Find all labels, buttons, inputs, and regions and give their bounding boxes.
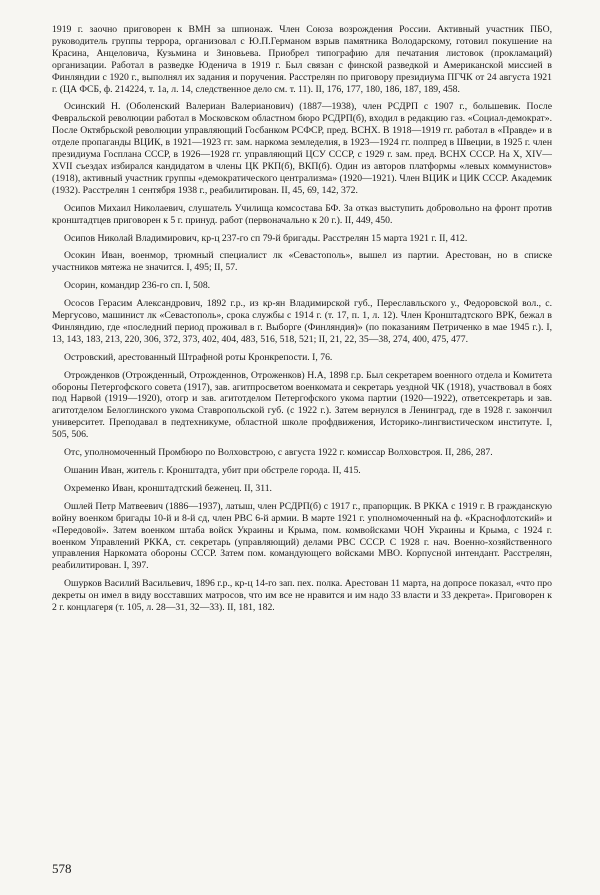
index-entry-osinsky: Осинский Н. (Оболенский Валериан Валерианович) (1887—1938), член РСДРП с 1907 г., большевик. После Февральской революции работал в Московском областном бюро РСДРП(б), входил в редакцию газ. «Социал-демократ». После Октябрьской революции управляющий Госбанком РСФСР, пред. ВСНХ. В 1918—1919 гг. работал в «Правде» и в отделе пропаганды ВЦИК, в 1921—1923 гг. зам. наркома земледелия, в 1923—1924 гг. полпред в Швеции, в 1925 г. член президиума Госплана СССР, в 1926—1928 гг. управляющий ЦСУ СССР, с 1929 г. зам. пред. ВСНХ СССР. На X, XIV—XVII съездах избирался кандидатом в члены ЦК РКП(б), ВКП(б). Один из авторов платформы «левых коммунистов» (1918), активный участник группы «демократического централизма» (1920—1921). Член ВЦИК и ЦИК СССР. Академик (1932). Расстрелян 1 сентября 1938 г., реабилитирован. II, 45, 69, 142, 372. [52, 101, 552, 196]
index-entry-continued: 1919 г. заочно приговорен к ВМН за шпионаж. Член Союза возрождения России. Активный участник ПБО, руководитель группы террора, организовал с Ю.П.Германом взрыв памятника Володарскому, готовил покушение на Красина, Анцеловича, Кузьмина и Зиновьева. Приобрел типографию для печатания листовок (прокламаций) организации. Работал в разведке Юденича в 1919 г. Был связан с финской разведкой и Американской миссией в Финляндии с 1920 г., выполнял их задания и поручения. Расстрелян по приговору президиума ПГЧК от 24 августа 1921 г. (ЦА ФСБ, ф. 214224, т. 1а, л. 14, следственное дело см. т. 11). II, 176, 177, 180, 186, 187, 189, 458. [52, 24, 552, 95]
index-entry-osipov-nikolai: Осипов Николай Владимирович, кр-ц 237-го сп 79-й бригады. Расстрелян 15 марта 1921 г. II, 412. [64, 232, 468, 244]
index-entry-osokin: Осокин Иван, военмор, трюмный специалист лк «Севастополь», вышел из партии. Арестован, но в списке участников мятежа не значится. I, 495; II, 57. [52, 250, 552, 274]
index-entry-otrozhdenkov: Отрожденков (Отрожденный, Отрожденнов, Отроженков) Н.А, 1898 г.р. Был секретарем военного отдела и Комитета обороны Петергофского совета (1917), зав. агитпросветом военкомата и секретарь уездной ЧК (1918), участвовал в боях под Нарвой (1919—1920), отогр и зав. агитотделом Петергофского укома партии (1920—1922), ответсекретарь и зав. агитотделом Белоглинского укома Ставропольской губ. (с 1922 г.). Затем вернулся в Ленинград, где в 1928 г. закончил университет. Преподавал в педтехникуме, областной школе профдвижения, Историко-лингвистическом институте. I, 505, 506. [52, 369, 552, 441]
index-entry-oshanin: Ошанин Иван, житель г. Кронштадта, убит при обстреле города. II, 415. [64, 465, 361, 476]
index-entries [52, 24, 552, 614]
index-entry-oshurkov: Ошурков Василий Васильевич, 1896 г.р., кр-ц 14-го зап. пех. полка. Арестован 11 марта, на допросе показал, «что про декреты он имел в виду восставших матросов, что им все не нравится и им надо 33 власти и 33 декрета». Приговорен к 2 г. концлагеря (т. 105, л. 28—31, 32—33). II, 181, 182. [52, 578, 552, 614]
index-entry-ots: Отс, уполномоченный Промбюро по Волховстрою, с августа 1922 г. комиссар Волховстроя. II, 286, 287. [64, 447, 493, 459]
index-entry-osipov-mikhail: Осипов Михаил Николаевич, слушатель Училища комсостава БФ. За отказ выступить добровольно на фронт против кронштадтцев приговорен к 5 г. принуд. работ (первоначально к 20 г.). II, 449, 450. [52, 202, 552, 226]
index-entry-osorin: Осорин, командир 236-го сп. I, 508. [64, 280, 211, 292]
index-entry-ososov: Ососов Герасим Александрович, 1892 г.р., из кр-ян Владимирской губ., Переславльского у., Федоровской вол., с. Мергусово, машинист лк «Севастополь», срока службы с 1914 г. (т. 17, п. 1, л. 12). Член Кронштадтского ВРК, бежал в Финляндию, где «последний период проживал в г. Выборге (Финляндия)» (по показаниям Петриченко в мае 1945 г.). I, 13, 143, 183, 213, 220, 306, 372, 373, 402, 404, 483, 516, 518, 521; II, 21, 22, 35—38, 274, 400, 475, 477. [52, 298, 552, 345]
index-entry-okhremenko: Охременко Иван, кронштадтский беженец. II, 311. [64, 482, 272, 494]
index-entry-ostrovsky: Островский, арестованный Штрафной роты Кронкрепости. I, 76. [64, 351, 333, 363]
page-number: 578 [52, 861, 72, 876]
index-entry-oshley: Ошлей Петр Матвеевич (1886—1937), латыш, член РСДРП(б) с 1917 г., прапорщик. В РККА с 1919 г. В гражданскую войну военком бригады 10-й и 8-й сд, член РВС 6-й армии. В марте 1921 г. уполномоченный на ф. «Краснофлотский» и «Передовой». Затем военком штаба войск Украины и Крыма, пом. комвойсками ЧОН Украины и Крыма, с 1924 г. военком Управлений РККА, ст. секретарь (управляющий) делами РВС СССР. С 1928 г. нач. Военно-хозяйственного управления Наркомата обороны СССР. Затем пом. командующего войсками МВО. Корпусной интендант. Расстрелян, реабилитирован. I, 397. [52, 500, 552, 572]
